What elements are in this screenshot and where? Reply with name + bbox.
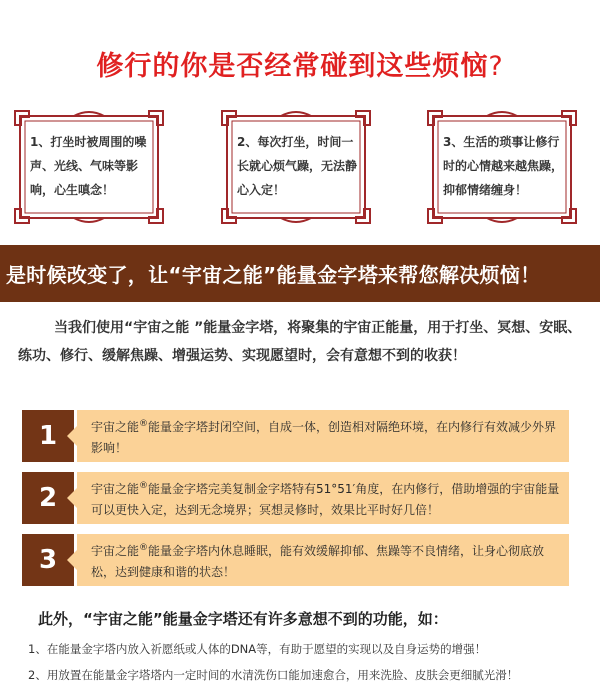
registered-mark: ® [139, 543, 149, 553]
benefit-card-2 [77, 472, 569, 524]
benefit-text [91, 538, 561, 583]
banner-text: 是时候改变了，让“宇宙之能”能量金字塔来帮您解决烦恼！ [6, 263, 541, 287]
extra-item-1: 1、在能量金字塔内放入祈愿纸或人体的DNA等，有助于愿望的实现以及自身运势的增强！ [28, 642, 487, 656]
benefit-description: 能量金字塔内休息睡眠，能有效缓解抑郁、焦躁等不良情绪，让身心彻底放松，达到健康和谐的状态！ [91, 544, 545, 579]
brand-name: 宇宙之能 [91, 544, 140, 558]
problem-card-3 [425, 108, 579, 226]
benefit-description: 能量金字塔完美复制金字塔特有51°51′角度，在内修行，借助增强的宇宙能量可以更快入定，达到无念境界；冥想灵修时，效果比平时好几倍！ [91, 482, 560, 517]
title-text: 修行的你是否经常碰到这些烦恼 [96, 51, 489, 82]
benefit-number-2: 2 [22, 472, 74, 524]
brand-name: 宇宙之能 [91, 420, 140, 434]
registered-mark: ® [139, 481, 149, 491]
benefit-text [91, 476, 561, 521]
problem-card-1 [12, 108, 166, 226]
extra-item-2: 2、用放置在能量金字塔塔内一定时间的水清洗伤口能加速愈合，用来洗脸、皮肤会更细腻光滑！ [28, 668, 519, 682]
title-question-mark: ? [488, 51, 504, 82]
page-title [0, 44, 600, 83]
problem-card-2 [219, 108, 373, 226]
card-arrow [67, 426, 77, 446]
benefit-number-1: 1 [22, 410, 74, 462]
problem-text: 2、每次打坐，时间一长就心烦气躁，无法静心入定！ [237, 135, 358, 197]
extra-heading: 此外，“宇宙之能”能量金字塔还有许多意想不到的功能，如： [38, 610, 448, 628]
benefit-card-1 [77, 410, 569, 462]
intro-paragraph: 当我们使用“宇宙之能 ”能量金字塔，将聚集的宇宙正能量，用于打坐、冥想、安眠、练功、修行、缓解焦躁、增强运势、实现愿望时，会有意想不到的收获！ [18, 320, 582, 364]
problem-text: 1、打坐时被周围的噪声、光线、气味等影响，心生嗔念！ [30, 135, 147, 197]
brand-name: 宇宙之能 [91, 482, 140, 496]
benefit-description: 能量金字塔封闭空间，自成一体，创造相对隔绝环境，在内修行有效减少外界影响！ [91, 420, 557, 455]
registered-mark: ® [139, 419, 149, 429]
benefit-card-3 [77, 534, 569, 586]
problem-text: 3、生活的琐事让修行时的心情越来越焦躁，抑郁情绪缠身！ [443, 135, 564, 197]
card-arrow [67, 550, 77, 570]
benefit-number-3: 3 [22, 534, 74, 586]
card-arrow [67, 488, 77, 508]
solution-banner [0, 245, 600, 302]
benefit-text [91, 414, 561, 459]
